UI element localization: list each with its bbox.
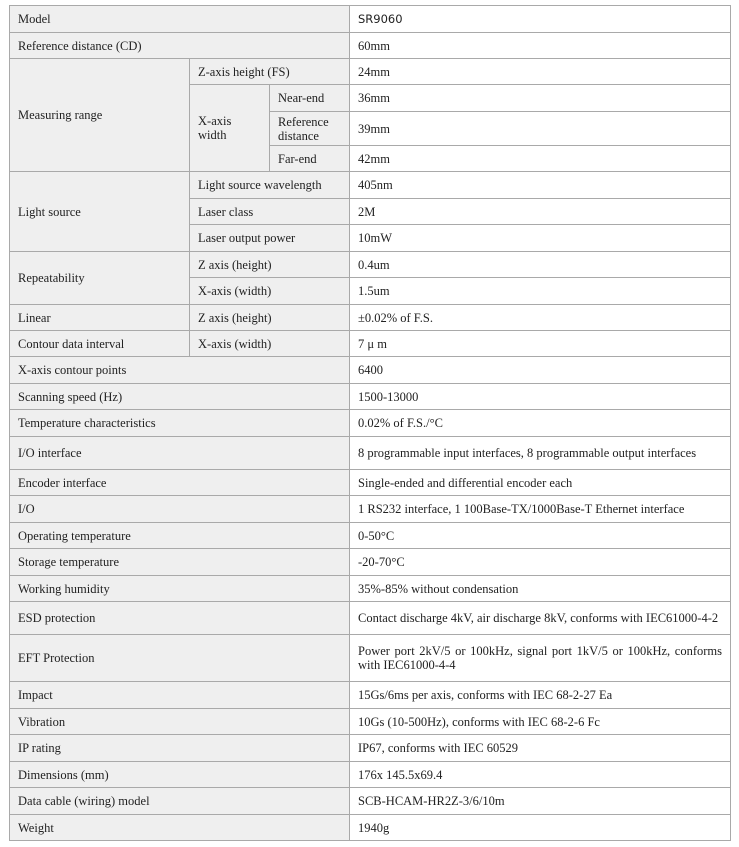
encoder-interface-label: Encoder interface [10,470,350,496]
working-humidity-label: Working humidity [10,576,350,602]
dimensions-label: Dimensions (mm) [10,762,350,788]
measuring-range-label: Measuring range [10,59,190,172]
temperature-characteristics-value: 0.02% of F.S./°C [350,410,731,437]
table-row [10,331,731,357]
table-row [10,682,731,709]
x-contour-points-value: 6400 [350,357,731,384]
z-axis-height-label: Z-axis height (FS) [190,59,350,85]
ip-rating-value: IP67, conforms with IEC 60529 [350,735,731,762]
far-end-label: Far-end [270,146,350,172]
reference-distance-label: Reference distance (CD) [10,33,350,59]
table-row [10,470,731,496]
ip-rating-label: IP rating [10,735,350,762]
table-row [10,410,731,437]
scanning-speed-label: Scanning speed (Hz) [10,384,350,410]
table-row [10,602,731,635]
reference-distance-sub-label: Reference distance [270,112,350,146]
table-row [10,6,731,33]
vibration-label: Vibration [10,709,350,735]
contour-interval-value: 7 μ m [350,331,731,357]
storage-temperature-value: -20-70°C [350,549,731,576]
table-row [10,437,731,470]
linear-label: Linear [10,305,190,331]
model-label: Model [10,6,350,33]
near-end-label: Near-end [270,85,350,112]
esd-protection-label: ESD protection [10,602,350,635]
spec-table [9,5,731,841]
light-source-label: Light source [10,172,190,252]
linear-value: ±0.02% of F.S. [350,305,731,331]
eft-protection-value: Power port 2kV/5 or 100kHz, signal port 1kV/5 or 100kHz, conforms with IEC61000-4-4 [350,635,731,682]
x-contour-points-label: X-axis contour points [10,357,350,384]
reference-distance-value: 60mm [350,33,731,59]
contour-interval-label: Contour data interval [10,331,190,357]
laser-output-power-label: Laser output power [190,225,350,252]
table-row [10,788,731,815]
table-row [10,549,731,576]
table-row [10,523,731,549]
laser-class-value: 2M [350,199,731,225]
table-row [10,357,731,384]
table-row [10,635,731,682]
io-interface-label: I/O interface [10,437,350,470]
table-row [10,305,731,331]
scanning-speed-value: 1500-13000 [350,384,731,410]
weight-value: 1940g [350,815,731,841]
far-end-value: 42mm [350,146,731,172]
temperature-characteristics-label: Temperature characteristics [10,410,350,437]
table-row [10,252,731,278]
operating-temperature-label: Operating temperature [10,523,350,549]
table-row [10,576,731,602]
table-row [10,384,731,410]
wavelength-value: 405nm [350,172,731,199]
esd-protection-value: Contact discharge 4kV, air discharge 8kV, conforms with IEC61000-4-2 [350,602,731,635]
data-cable-label: Data cable (wiring) model [10,788,350,815]
z-axis-height-value: 24mm [350,59,731,85]
data-cable-value: SCB-HCAM-HR2Z-3/6/10m [350,788,731,815]
repeatability-z-label: Z axis (height) [190,252,350,278]
eft-protection-label: EFT Protection [10,635,350,682]
repeatability-x-value: 1.5um [350,278,731,305]
io-value: 1 RS232 interface, 1 100Base-TX/1000Base-T Ethernet interface [350,496,731,523]
repeatability-z-value: 0.4um [350,252,731,278]
near-end-value: 36mm [350,85,731,112]
linear-sub-label: Z axis (height) [190,305,350,331]
impact-value: 15Gs/6ms per axis, conforms with IEC 68-2-27 Ea [350,682,731,709]
encoder-interface-value: Single-ended and differential encoder each [350,470,731,496]
laser-output-power-value: 10mW [350,225,731,252]
table-row [10,33,731,59]
table-row [10,735,731,762]
impact-label: Impact [10,682,350,709]
operating-temperature-value: 0-50°C [350,523,731,549]
io-label: I/O [10,496,350,523]
table-row [10,815,731,841]
weight-label: Weight [10,815,350,841]
contour-interval-sub-label: X-axis (width) [190,331,350,357]
table-row [10,172,731,199]
working-humidity-value: 35%-85% without condensation [350,576,731,602]
dimensions-value: 176x 145.5x69.4 [350,762,731,788]
table-row [10,762,731,788]
laser-class-label: Laser class [190,199,350,225]
table-row [10,709,731,735]
io-interface-value: 8 programmable input interfaces, 8 programmable output interfaces [350,437,731,470]
model-value: SR9060 [350,6,731,33]
table-row [10,59,731,85]
wavelength-label: Light source wavelength [190,172,350,199]
repeatability-x-label: X-axis (width) [190,278,350,305]
repeatability-label: Repeatability [10,252,190,305]
x-axis-width-label: X-axis width [190,85,270,172]
vibration-value: 10Gs (10-500Hz), conforms with IEC 68-2-6 Fc [350,709,731,735]
storage-temperature-label: Storage temperature [10,549,350,576]
reference-distance-sub-value: 39mm [350,112,731,146]
table-row [10,496,731,523]
